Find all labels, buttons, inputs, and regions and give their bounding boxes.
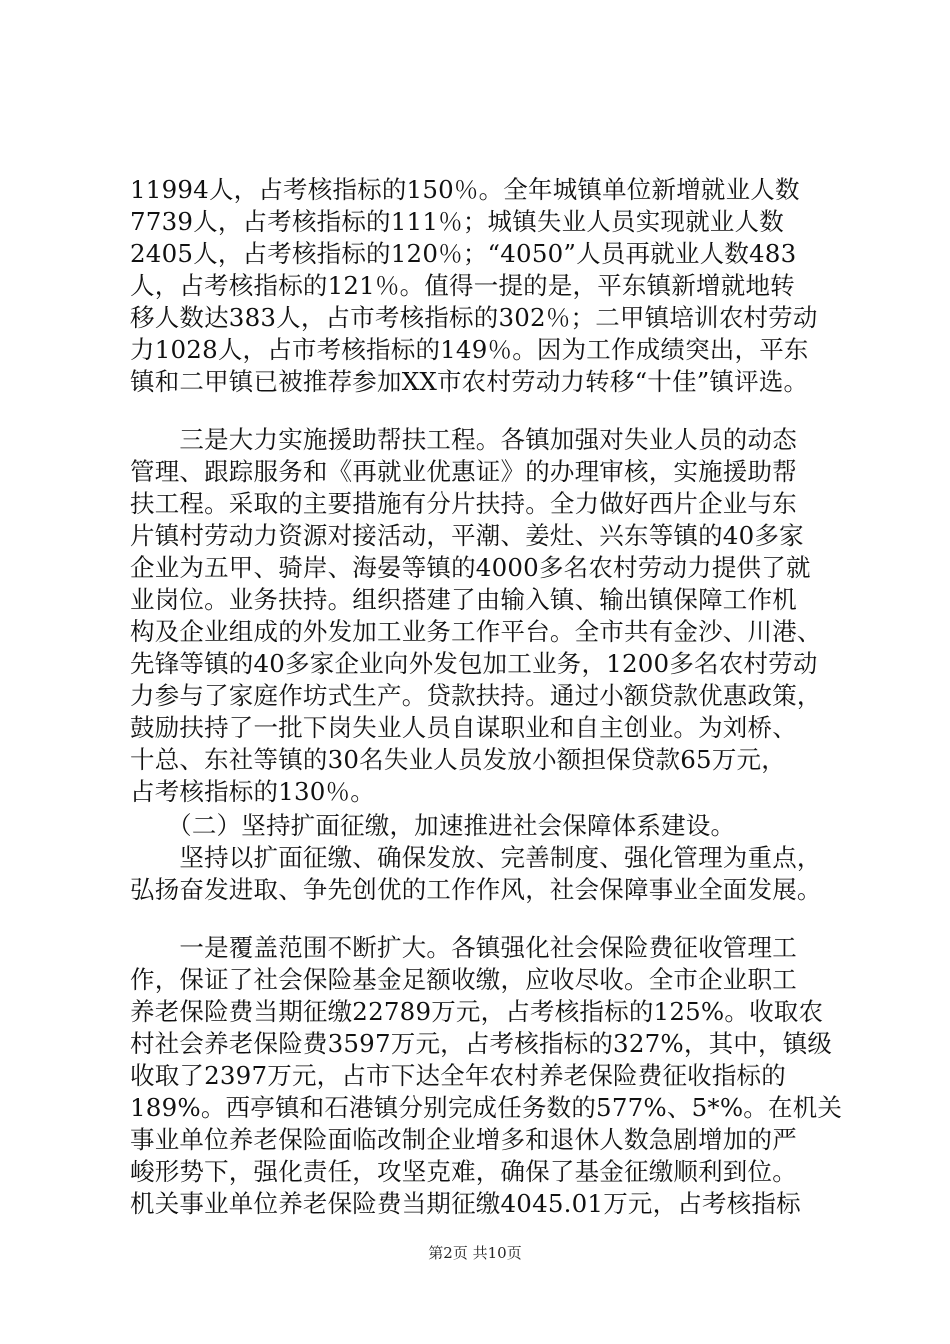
text-line: 十总、东社等镇的30名失业人员发放小额担保贷款65万元， (130, 745, 786, 774)
text-line: 力1028人，占市考核指标的149％。因为工作成绩突出，平东 (130, 335, 809, 364)
text-line: 力参与了家庭作坊式生产。贷款扶持。通过小额贷款优惠政策， (130, 681, 822, 710)
text-line: 一是覆盖范围不断扩大。各镇强化社会保险费征收管理工 (130, 933, 797, 962)
text-line: 机关事业单位养老保险费当期征缴4045.01万元，占考核指标 (130, 1189, 801, 1218)
text-line: 镇和二甲镇已被推荐参加XX市农村劳动力转移“十佳”镇评选。 (130, 367, 809, 396)
text-line: 11994人，占考核指标的150％。全年城镇单位新增就业人数 (130, 175, 800, 204)
text-line: 村社会养老保险费3597万元，占考核指标的327%，其中，镇级 (130, 1029, 833, 1058)
text-line: 片镇村劳动力资源对接活动，平潮、姜灶、兴东等镇的40多家 (130, 521, 804, 550)
text-line: 坚持以扩面征缴、确保发放、完善制度、强化管理为重点， (130, 843, 822, 872)
text-line: 占考核指标的130％。 (130, 777, 375, 806)
text-line: 业岗位。业务扶持。组织搭建了由输入镇、输出镇保障工作机 (130, 585, 797, 614)
text-line: 扶工程。采取的主要措施有分片扶持。全力做好西片企业与东 (130, 489, 797, 518)
text-line: 事业单位养老保险面临改制企业增多和退休人数急剧增加的严 (130, 1125, 797, 1154)
section-heading: （二）坚持扩面征缴，加速推进社会保障体系建设。 (130, 811, 736, 840)
text-line: 三是大力实施援助帮扶工程。各镇加强对失业人员的动态 (130, 425, 797, 454)
text-line: 弘扬奋发进取、争先创优的工作作风，社会保障事业全面发展。 (130, 875, 822, 904)
text-line: 2405人，占考核指标的120％；“4050”人员再就业人数483 (130, 239, 797, 268)
text-line: 管理、跟踪服务和《再就业优惠证》的办理审核，实施援助帮 (130, 457, 797, 486)
text-line: 企业为五甲、骑岸、海晏等镇的4000多名农村劳动力提供了就 (130, 553, 811, 582)
text-line: 7739人，占考核指标的111％；城镇失业人员实现就业人数 (130, 207, 784, 236)
text-line: 移人数达383人，占市考核指标的302％；二甲镇培训农村劳动 (130, 303, 818, 332)
text-line: 189%。西亭镇和石港镇分别完成任务数的577%、5*%。在机关 (130, 1093, 843, 1122)
text-line: 构及企业组成的外发加工业务工作平台。全市共有金沙、川港、 (130, 617, 822, 646)
text-line: 养老保险费当期征缴22789万元，占考核指标的125%。收取农 (130, 997, 824, 1026)
text-line: 峻形势下，强化责任，攻坚克难，确保了基金征缴顺利到位。 (130, 1157, 797, 1186)
text-line: 作，保证了社会保险基金足额收缴，应收尽收。全市企业职工 (130, 965, 797, 994)
text-line: 鼓励扶持了一批下岗失业人员自谋职业和自主创业。为刘桥、 (130, 713, 797, 742)
text-line: 人，占考核指标的121％。值得一提的是，平东镇新增就地转 (130, 271, 795, 300)
text-line: 收取了2397万元，占市下达全年农村养老保险费征收指标的 (130, 1061, 786, 1090)
text-line: 先锋等镇的40多家企业向外发包加工业务，1200多名农村劳动 (130, 649, 818, 678)
page-number-footer: 第2页 共10页 (428, 1244, 522, 1262)
